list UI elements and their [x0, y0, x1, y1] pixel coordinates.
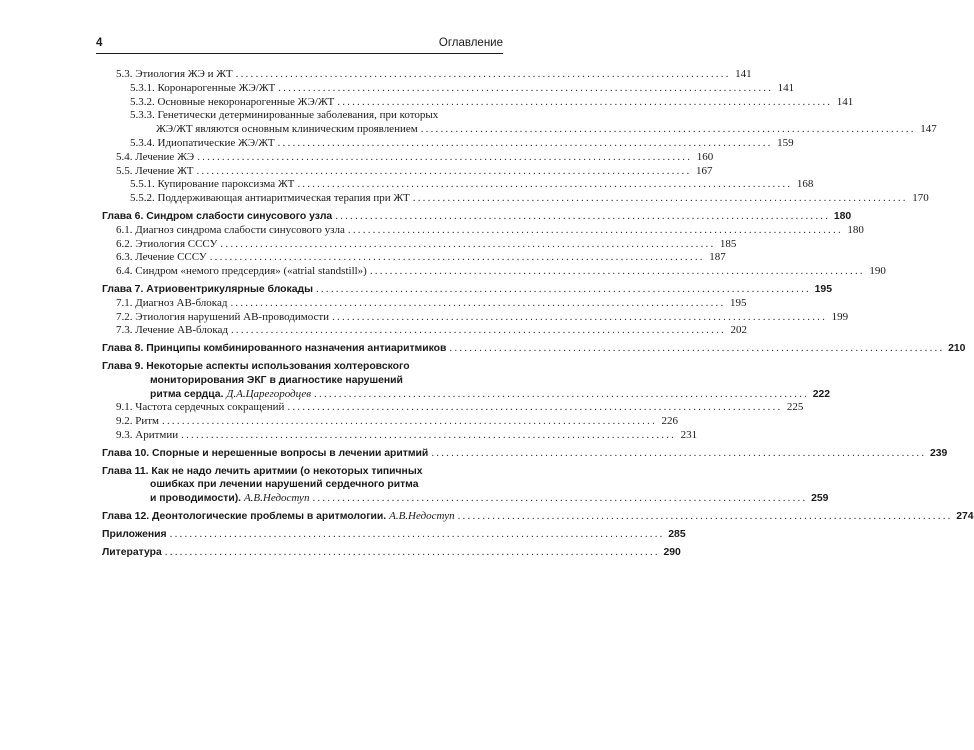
toc-entry-title	[102, 492, 309, 506]
toc-chapter-12-title: Глава 12. Деонтологические проблемы в аритмологии.	[102, 510, 387, 522]
toc-entry-page: 159	[777, 136, 794, 149]
toc-entry-title: 5.3.1. Коронарогенные ЖЭ/ЖТ	[130, 81, 276, 94]
dot-leader: ....................................................................................................	[230, 324, 726, 337]
toc-entry-page: 199	[831, 310, 849, 323]
toc-entry-title: 6.4. Синдром «немого предсердия» («atrial standstill»)	[116, 265, 367, 278]
dot-leader: ....................................................................................................	[412, 192, 908, 205]
toc-entry-title: 5.3.4. Идиопатические ЖЭ/ЖТ	[130, 136, 275, 149]
toc-entry-page: 187	[709, 251, 726, 264]
toc-entry-5-3-3-line1: 5.3.3. Генетически детерминированные заболевания, при которых	[130, 109, 439, 122]
toc-entry-page: 195	[814, 283, 832, 295]
toc-references[interactable]	[102, 545, 681, 560]
dot-leader: ....................................................................................................	[278, 81, 774, 94]
dot-leader: ....................................................................................................	[457, 509, 953, 522]
toc-entry-title	[102, 510, 455, 524]
toc-entry-9-3[interactable]	[102, 428, 698, 443]
dot-leader: ....................................................................................................	[449, 342, 945, 355]
toc-entry-page: 168	[796, 178, 814, 191]
toc-entry-5-3-1[interactable]	[102, 81, 795, 96]
toc-entry-title: Глава 6. Синдром слабости синусового узла	[102, 210, 333, 222]
toc-chapter-11-line1: Глава 11. Как не надо лечить аритмии (о некоторых типичных	[102, 465, 423, 477]
toc-entry-5-4[interactable]	[102, 150, 714, 165]
dot-leader: ....................................................................................................	[169, 527, 665, 540]
toc-entry-6-3[interactable]	[102, 251, 726, 265]
toc-entry-title: Литература	[102, 546, 162, 558]
toc-chapter-9[interactable]	[102, 387, 831, 402]
toc-chapter-10[interactable]	[102, 446, 948, 461]
toc-chapter-9-line3: ритма сердца.	[150, 388, 224, 400]
dot-leader: ....................................................................................................	[230, 296, 726, 309]
toc-entry-title: 6.3. Лечение СССУ	[116, 251, 207, 264]
toc-entry-6-1[interactable]	[102, 223, 864, 238]
toc-entry-page: 180	[833, 210, 852, 222]
dot-leader: ....................................................................................................	[337, 95, 833, 108]
toc-entry-title: 5.4. Лечение ЖЭ	[116, 150, 195, 163]
toc-entry-page: 259	[811, 493, 829, 505]
toc-entry-5-5-1[interactable]	[102, 178, 814, 192]
toc-entry-title: 9.1. Частота сердечных сокращений	[116, 401, 285, 414]
toc-entry-page: 141	[735, 68, 752, 80]
toc-entry-title: 7.2. Этиология нарушений АВ-проводимости	[116, 310, 330, 323]
toc-chapter-12[interactable]	[102, 509, 974, 524]
table-of-contents	[102, 68, 974, 559]
toc-entry-title: 7.3. Лечение АВ-блокад	[116, 324, 228, 337]
dot-leader: ....................................................................................................	[297, 178, 793, 191]
dot-leader: ....................................................................................................	[197, 150, 693, 163]
toc-chapter-8[interactable]	[102, 342, 966, 356]
toc-entry-5-5[interactable]	[102, 164, 713, 179]
toc-entry-author: А.В.Недоступ	[389, 509, 455, 522]
dot-leader: ....................................................................................................	[277, 136, 773, 149]
toc-entry-page: 160	[696, 150, 714, 163]
toc-entry-title: 7.1. Диагноз АВ-блокад	[116, 296, 228, 309]
toc-entry-page: 231	[680, 428, 698, 441]
toc-entry-page: 195	[729, 296, 747, 309]
toc-entry-page: 225	[786, 401, 804, 414]
dot-leader: ....................................................................................................	[287, 401, 783, 414]
toc-entry-9-2[interactable]	[102, 415, 679, 429]
toc-entry-page: 185	[719, 237, 737, 250]
dot-leader: ....................................................................................................	[420, 123, 916, 136]
toc-entry-6-2[interactable]	[102, 237, 737, 252]
dot-leader: ....................................................................................................	[314, 387, 810, 400]
toc-entry-title: Глава 8. Принципы комбинированного назначения антиаритмиков	[102, 343, 447, 355]
toc-entry-title: ЖЭ/ЖТ являются основным клиническим проявлением	[156, 123, 418, 136]
running-title: Оглавление	[438, 37, 503, 49]
toc-entry-7-3[interactable]	[102, 324, 747, 338]
dot-leader: ....................................................................................................	[181, 428, 677, 441]
toc-chapter-6[interactable]	[102, 209, 852, 224]
toc-entry-title: 5.5.1. Купирование пароксизма ЖТ	[130, 178, 295, 191]
dot-leader: ....................................................................................................	[235, 68, 731, 80]
toc-chapter-7[interactable]	[102, 282, 832, 297]
dot-leader: ....................................................................................................	[209, 251, 705, 264]
dot-leader: ....................................................................................................	[196, 164, 692, 177]
toc-entry-9-1[interactable]	[102, 401, 804, 415]
toc-entry-page: 190	[869, 265, 886, 278]
toc-chapter-11-line3: и проводимости).	[150, 493, 242, 505]
toc-entry-page: 167	[695, 164, 713, 177]
dot-leader: ....................................................................................................	[332, 310, 828, 323]
page-number: 4	[96, 37, 103, 49]
dot-leader: ....................................................................................................	[312, 492, 808, 505]
toc-entry-5-3-3[interactable]	[102, 123, 937, 137]
toc-entry-page: 239	[929, 447, 948, 459]
toc-entry-page: 141	[836, 95, 854, 108]
toc-entry-title: 9.3. Аритмии	[116, 428, 179, 441]
dot-leader: ....................................................................................................	[162, 415, 658, 428]
toc-entry-title: 5.5.2. Поддерживающая антиаритмическая терапия при ЖТ	[130, 192, 410, 205]
toc-entry-title: 6.1. Диагноз синдрома слабости синусового узла	[116, 223, 345, 236]
toc-entry-title: Глава 7. Атриовентрикулярные блокады	[102, 283, 313, 295]
toc-entry-title: 5.3. Этиология ЖЭ и ЖТ	[116, 68, 233, 80]
toc-entry-page: 290	[663, 546, 681, 558]
toc-entry-page: 147	[920, 123, 937, 136]
dot-leader: ....................................................................................................	[369, 265, 865, 278]
toc-chapter-11[interactable]	[102, 492, 829, 506]
dot-leader: ....................................................................................................	[315, 282, 811, 295]
toc-entry-page: 180	[847, 223, 864, 236]
toc-entry-title	[102, 388, 311, 402]
toc-entry-page: 210	[948, 343, 966, 355]
toc-entry-page: 274	[956, 510, 974, 522]
dot-leader: ....................................................................................................	[335, 209, 831, 222]
toc-entry-page: 222	[812, 388, 831, 400]
toc-entry-page: 141	[777, 81, 795, 94]
toc-entry-title: Глава 10. Спорные и нерешенные вопросы в лечении аритмий	[102, 447, 429, 459]
toc-entry-title: 5.5. Лечение ЖТ	[116, 164, 194, 177]
toc-entry-title: 5.3.2. Основные некоронарогенные ЖЭ/ЖТ	[130, 95, 335, 108]
toc-chapter-11-line2: ошибках при лечении нарушений сердечного ритма	[150, 479, 419, 491]
dot-leader: ....................................................................................................	[431, 446, 927, 459]
toc-entry-title: 9.2. Ритм	[116, 415, 160, 428]
toc-entry-5-3-4[interactable]	[102, 136, 794, 151]
toc-entry-7-1[interactable]	[102, 296, 747, 311]
toc-entry-5-3[interactable]	[102, 68, 752, 82]
toc-entry-page: 170	[912, 192, 929, 205]
dot-leader: ....................................................................................................	[164, 545, 660, 558]
header-rule	[96, 53, 503, 54]
toc-entry-5-3-2[interactable]	[102, 95, 854, 110]
toc-entry-5-5-2[interactable]	[102, 192, 929, 206]
toc-entry-6-4[interactable]	[102, 265, 886, 279]
toc-appendices[interactable]	[102, 527, 686, 542]
dot-leader: ....................................................................................................	[347, 223, 843, 236]
toc-entry-7-2[interactable]	[102, 310, 849, 325]
toc-entry-page: 226	[661, 415, 679, 428]
toc-chapter-9-line2: мониторирования ЭКГ в диагностике нарушений	[150, 374, 403, 386]
toc-entry-page: 285	[668, 528, 686, 540]
toc-entry-title: 6.2. Этиология СССУ	[116, 237, 218, 250]
dot-leader: ....................................................................................................	[220, 237, 716, 250]
toc-chapter-9-line1: Глава 9. Некоторые аспекты использования холтеровского	[102, 360, 410, 372]
toc-entry-author: А.В.Недоступ	[243, 492, 310, 505]
toc-entry-title: Приложения	[102, 528, 167, 540]
toc-entry-author: Д.А.Царегородцев	[226, 387, 312, 400]
toc-entry-page: 202	[730, 324, 747, 337]
